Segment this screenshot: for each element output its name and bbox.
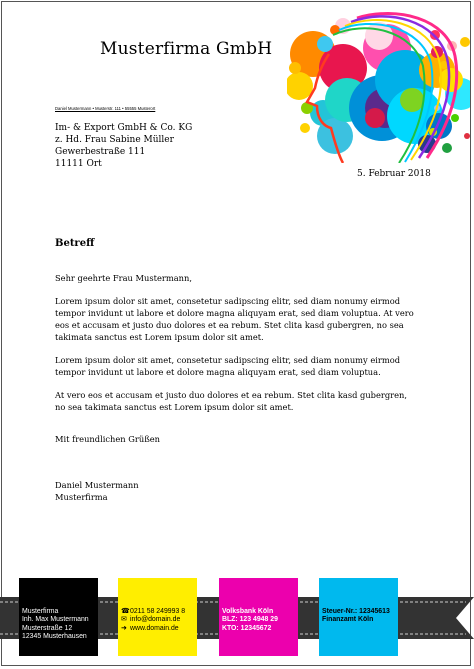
company-name: Musterfirma GmbH [100,39,273,59]
letter-page [1,1,471,666]
phone-icon: ☎ [121,608,130,615]
body-paragraph: Lorem ipsum dolor sit amet, consetetur sadipscing elitr, sed diam nonumy eirmod tempor invidunt ut labore et dolore magna aliquyam erat, sed diam voluptua. [55,354,401,377]
recipient-city: 11111 Ort [55,159,102,169]
footer-phone: 0211 58 249993 8 [130,608,186,615]
footer-bank-name: Volksbank Köln [222,608,274,615]
recipient-address [55,122,192,170]
letter-date: 5. Februar 2018 [357,169,431,179]
footer-owner: Inh. Max Mustermann [22,616,89,624]
footer-city: 12345 Musterhausen [22,632,87,640]
body-paragraph: Lorem ipsum dolor sit amet, consetetur sadipscing elitr, sed diam nonumy eirmod tempor invidunt ut labore et dolore magna aliquyam erat, sed diam voluptua. At vero eos et accusam et justo duo dolores et ea rebum. Stet clita kasd gubergren, no sea takimata sanctus est Lorem ipsum dolor sit amet. [55,296,414,342]
footer-email[interactable]: info@domain.de [130,616,181,624]
footer-contact-box [118,578,197,656]
footer-bank-account: KTO: 12345672 [222,624,272,632]
footer-company: Musterfirma [22,608,59,615]
footer-tax-box [319,578,398,656]
letter-subject: Betreff [55,238,95,249]
footer-bank-code: BLZ: 123 4948 29 [222,616,278,624]
footer-tax-number: Steuer-Nr.: 12345613 [322,608,390,615]
signature-name: Daniel Mustermann [55,480,139,490]
salutation: Sehr geehrte Frau Mustermann, [55,273,192,283]
footer-bank-box [219,578,298,656]
footer-web[interactable]: www.domain.de [130,624,179,632]
signature-company: Musterfirma [55,491,108,502]
footer-address-box [19,578,98,656]
footer-tax-office: Finanzamt Köln [322,616,374,624]
body-paragraph: At vero eos et accusam et justo duo dolores et ea rebum. Stet clita kasd gubergren, no sea takimata sanctus est Lorem ipsum dolor sit amet. [55,389,408,412]
footer-street: Musterstraße 12 [22,624,73,632]
sender-line: Daniel Mustermann • Musterstr. 111 • 55555 Musterort [55,106,156,111]
email-icon: ✉ [121,616,127,624]
letter-body [55,273,415,425]
closing-phrase: Mit freundlichen Grüßen [55,434,160,444]
recipient-company: Im- & Export GmbH & Co. KG [55,123,193,133]
recipient-street: Gewerbestraße 111 [55,147,146,157]
web-icon: ➜ [121,624,127,632]
recipient-contact: z. Hd. Frau Sabine Müller [55,135,174,145]
colorful-head-logo [287,8,471,163]
signature-block [55,480,139,503]
